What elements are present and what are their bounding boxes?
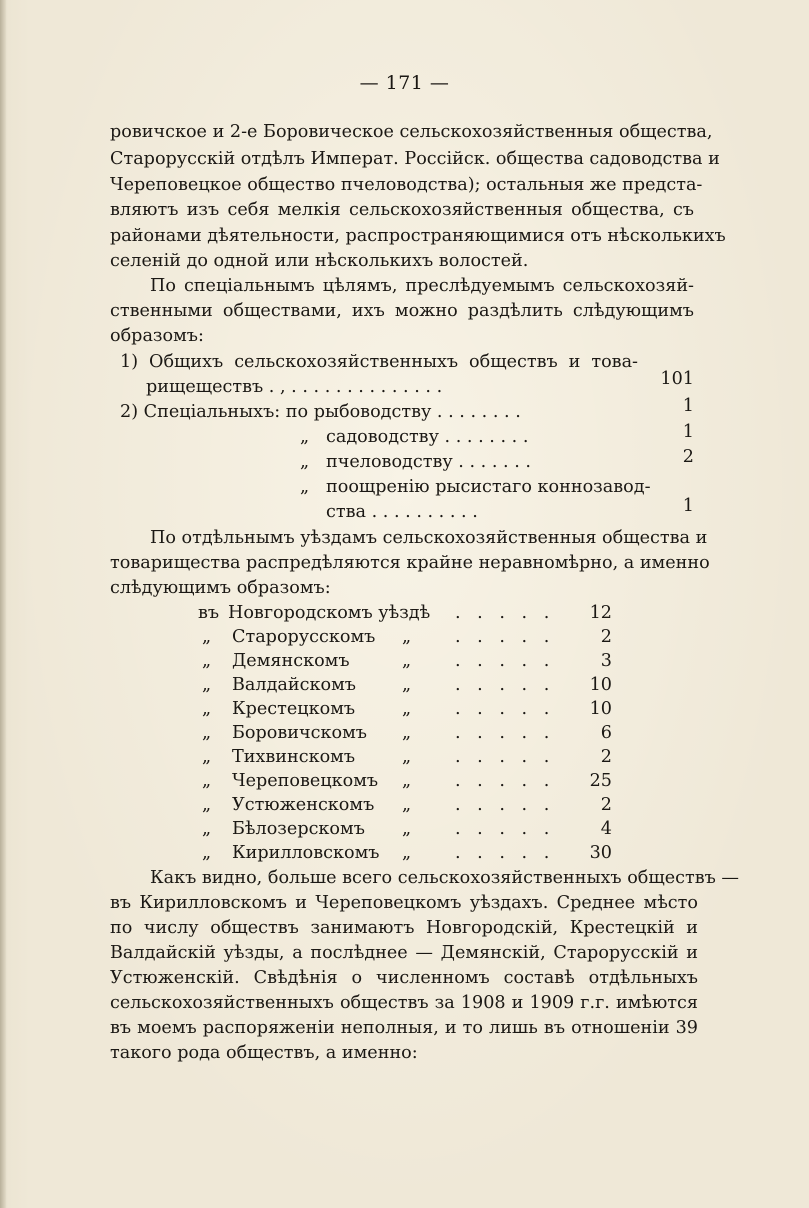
district-count: 2 — [600, 795, 612, 815]
district-leader-dots: . . . . . — [455, 843, 555, 863]
list-item-fish-count: 1 — [682, 396, 694, 416]
list-item-fish-label: 2) Спеціальныхъ: по рыбоводству . . . . . . . . — [120, 402, 521, 422]
list-item-general-count: 101 — [660, 369, 694, 389]
district-leader-dots: . . . . . — [455, 627, 555, 647]
list-item-bees-label: пчеловодству . . . . . . . — [326, 452, 532, 472]
para3-line: товарищества распредѣляются крайне неравномѣрно, а именно — [110, 553, 710, 573]
district-ditto: „ — [402, 747, 412, 767]
para4-line: Валдайскій уѣзды, а послѣднее — Демянскій, Старорусскій и — [110, 943, 698, 963]
district-prefix: „ — [202, 843, 212, 863]
ditto-mark: „ — [300, 452, 310, 472]
district-prefix: „ — [202, 675, 212, 695]
para2-line: ственными обществами, ихъ можно раздѣлить слѣдующимъ — [110, 301, 694, 321]
district-leader-dots: . . . . . — [455, 651, 555, 671]
district-count: 10 — [589, 699, 612, 719]
list-item-bees-count: 2 — [682, 447, 694, 467]
para3-line: слѣдующимъ образомъ: — [110, 578, 331, 598]
para2-line: По спеціальнымъ цѣлямъ, преслѣдуемымъ сельскохозяй- — [150, 276, 694, 296]
district-ditto: „ — [402, 819, 412, 839]
district-leader-dots: . . . . . — [455, 795, 555, 815]
district-name: Бѣлозерскомъ — [232, 819, 365, 839]
district-ditto: „ — [402, 651, 412, 671]
district-count: 4 — [600, 819, 612, 839]
para1-line: Череповецкое общество пчеловодства); остальныя же предста- — [110, 175, 703, 195]
para4-line: сельскохозяйственныхъ обществъ за 1908 и 1909 г.г. имѣются — [110, 993, 698, 1013]
district-prefix: „ — [202, 771, 212, 791]
para1-line: ровичское и 2-е Боровическое сельскохозяйственныя общества, — [110, 122, 713, 142]
district-name: Боровичскомъ — [232, 723, 367, 743]
district-prefix: „ — [202, 627, 212, 647]
list-item-horses-line1: поощренію рысистаго коннозавод- — [326, 477, 651, 497]
district-ditto: „ — [402, 627, 412, 647]
district-count: 3 — [600, 651, 612, 671]
para4-line: такого рода обществъ, а именно: — [110, 1043, 418, 1063]
district-count: 2 — [600, 747, 612, 767]
district-name: Старорусскомъ — [232, 627, 376, 647]
district-name: Новгородскомъ уѣздѣ — [228, 603, 431, 623]
para4-line: Какъ видно, больше всего сельскохозяйственныхъ обществъ — — [150, 868, 740, 888]
district-ditto: „ — [402, 843, 412, 863]
district-count: 12 — [589, 603, 612, 623]
para1-line: районами дѣятельности, распространяющимися отъ нѣсколькихъ — [110, 226, 726, 246]
para4-line: въ моемъ распоряженіи неполныя, и то лишь въ отношеніи 39 — [110, 1018, 698, 1038]
list-item-garden-label: садоводству . . . . . . . . — [326, 427, 529, 447]
district-prefix: „ — [202, 747, 212, 767]
district-leader-dots: . . . . . — [455, 723, 555, 743]
district-prefix: „ — [202, 651, 212, 671]
page-number: — 171 — — [359, 72, 450, 94]
district-prefix: въ — [198, 603, 220, 623]
district-count: 25 — [589, 771, 612, 791]
district-count: 30 — [589, 843, 612, 863]
para1-line: Старорусскій отдѣлъ Императ. Россійск. общества садоводства и — [110, 149, 720, 169]
list-item-general-line2: рищеществъ . , . . . . . . . . . . . . . . — [146, 377, 443, 397]
district-name: Валдайскомъ — [232, 675, 356, 695]
district-name: Устюженскомъ — [232, 795, 375, 815]
ditto-mark: „ — [300, 477, 310, 497]
para1-line: селеній до одной или нѣсколькихъ волостей. — [110, 251, 529, 271]
para4-line: въ Кирилловскомъ и Череповецкомъ уѣздахъ. Среднее мѣсто — [110, 893, 698, 913]
district-prefix: „ — [202, 723, 212, 743]
district-ditto: „ — [402, 675, 412, 695]
district-count: 10 — [589, 675, 612, 695]
district-name: Кирилловскомъ — [232, 843, 380, 863]
district-leader-dots: . . . . . — [455, 747, 555, 767]
para4-line: Устюженскій. Свѣдѣнія о численномъ составѣ отдѣльныхъ — [110, 968, 698, 988]
list-item-horses-line2: ства . . . . . . . . . . — [326, 502, 478, 522]
district-ditto: „ — [402, 771, 412, 791]
district-name: Череповецкомъ — [232, 771, 379, 791]
district-leader-dots: . . . . . — [455, 603, 555, 623]
district-name: Демянскомъ — [232, 651, 350, 671]
para3-line: По отдѣльнымъ уѣздамъ сельскохозяйственныя общества и — [150, 528, 708, 548]
district-name: Крестецкомъ — [232, 699, 356, 719]
district-leader-dots: . . . . . — [455, 771, 555, 791]
district-count: 6 — [600, 723, 612, 743]
district-leader-dots: . . . . . — [455, 675, 555, 695]
district-leader-dots: . . . . . — [455, 699, 555, 719]
list-item-general-line1: 1) Общихъ сельскохозяйственныхъ обществъ и това- — [120, 352, 638, 372]
district-prefix: „ — [202, 699, 212, 719]
list-item-horses-count: 1 — [682, 496, 694, 516]
district-count: 2 — [600, 627, 612, 647]
page-edge-shadow — [0, 0, 6, 1208]
para2-line: образомъ: — [110, 326, 204, 346]
district-ditto: „ — [402, 795, 412, 815]
para4-line: по числу обществъ занимаютъ Новгородскій, Крестецкій и — [110, 918, 698, 938]
ditto-mark: „ — [300, 427, 310, 447]
district-ditto: „ — [402, 699, 412, 719]
district-prefix: „ — [202, 819, 212, 839]
para1-line: вляютъ изъ себя мелкія сельскохозяйственныя общества, съ — [110, 200, 694, 220]
district-ditto: „ — [402, 723, 412, 743]
district-prefix: „ — [202, 795, 212, 815]
district-name: Тихвинскомъ — [232, 747, 356, 767]
district-leader-dots: . . . . . — [455, 819, 555, 839]
list-item-garden-count: 1 — [682, 422, 694, 442]
